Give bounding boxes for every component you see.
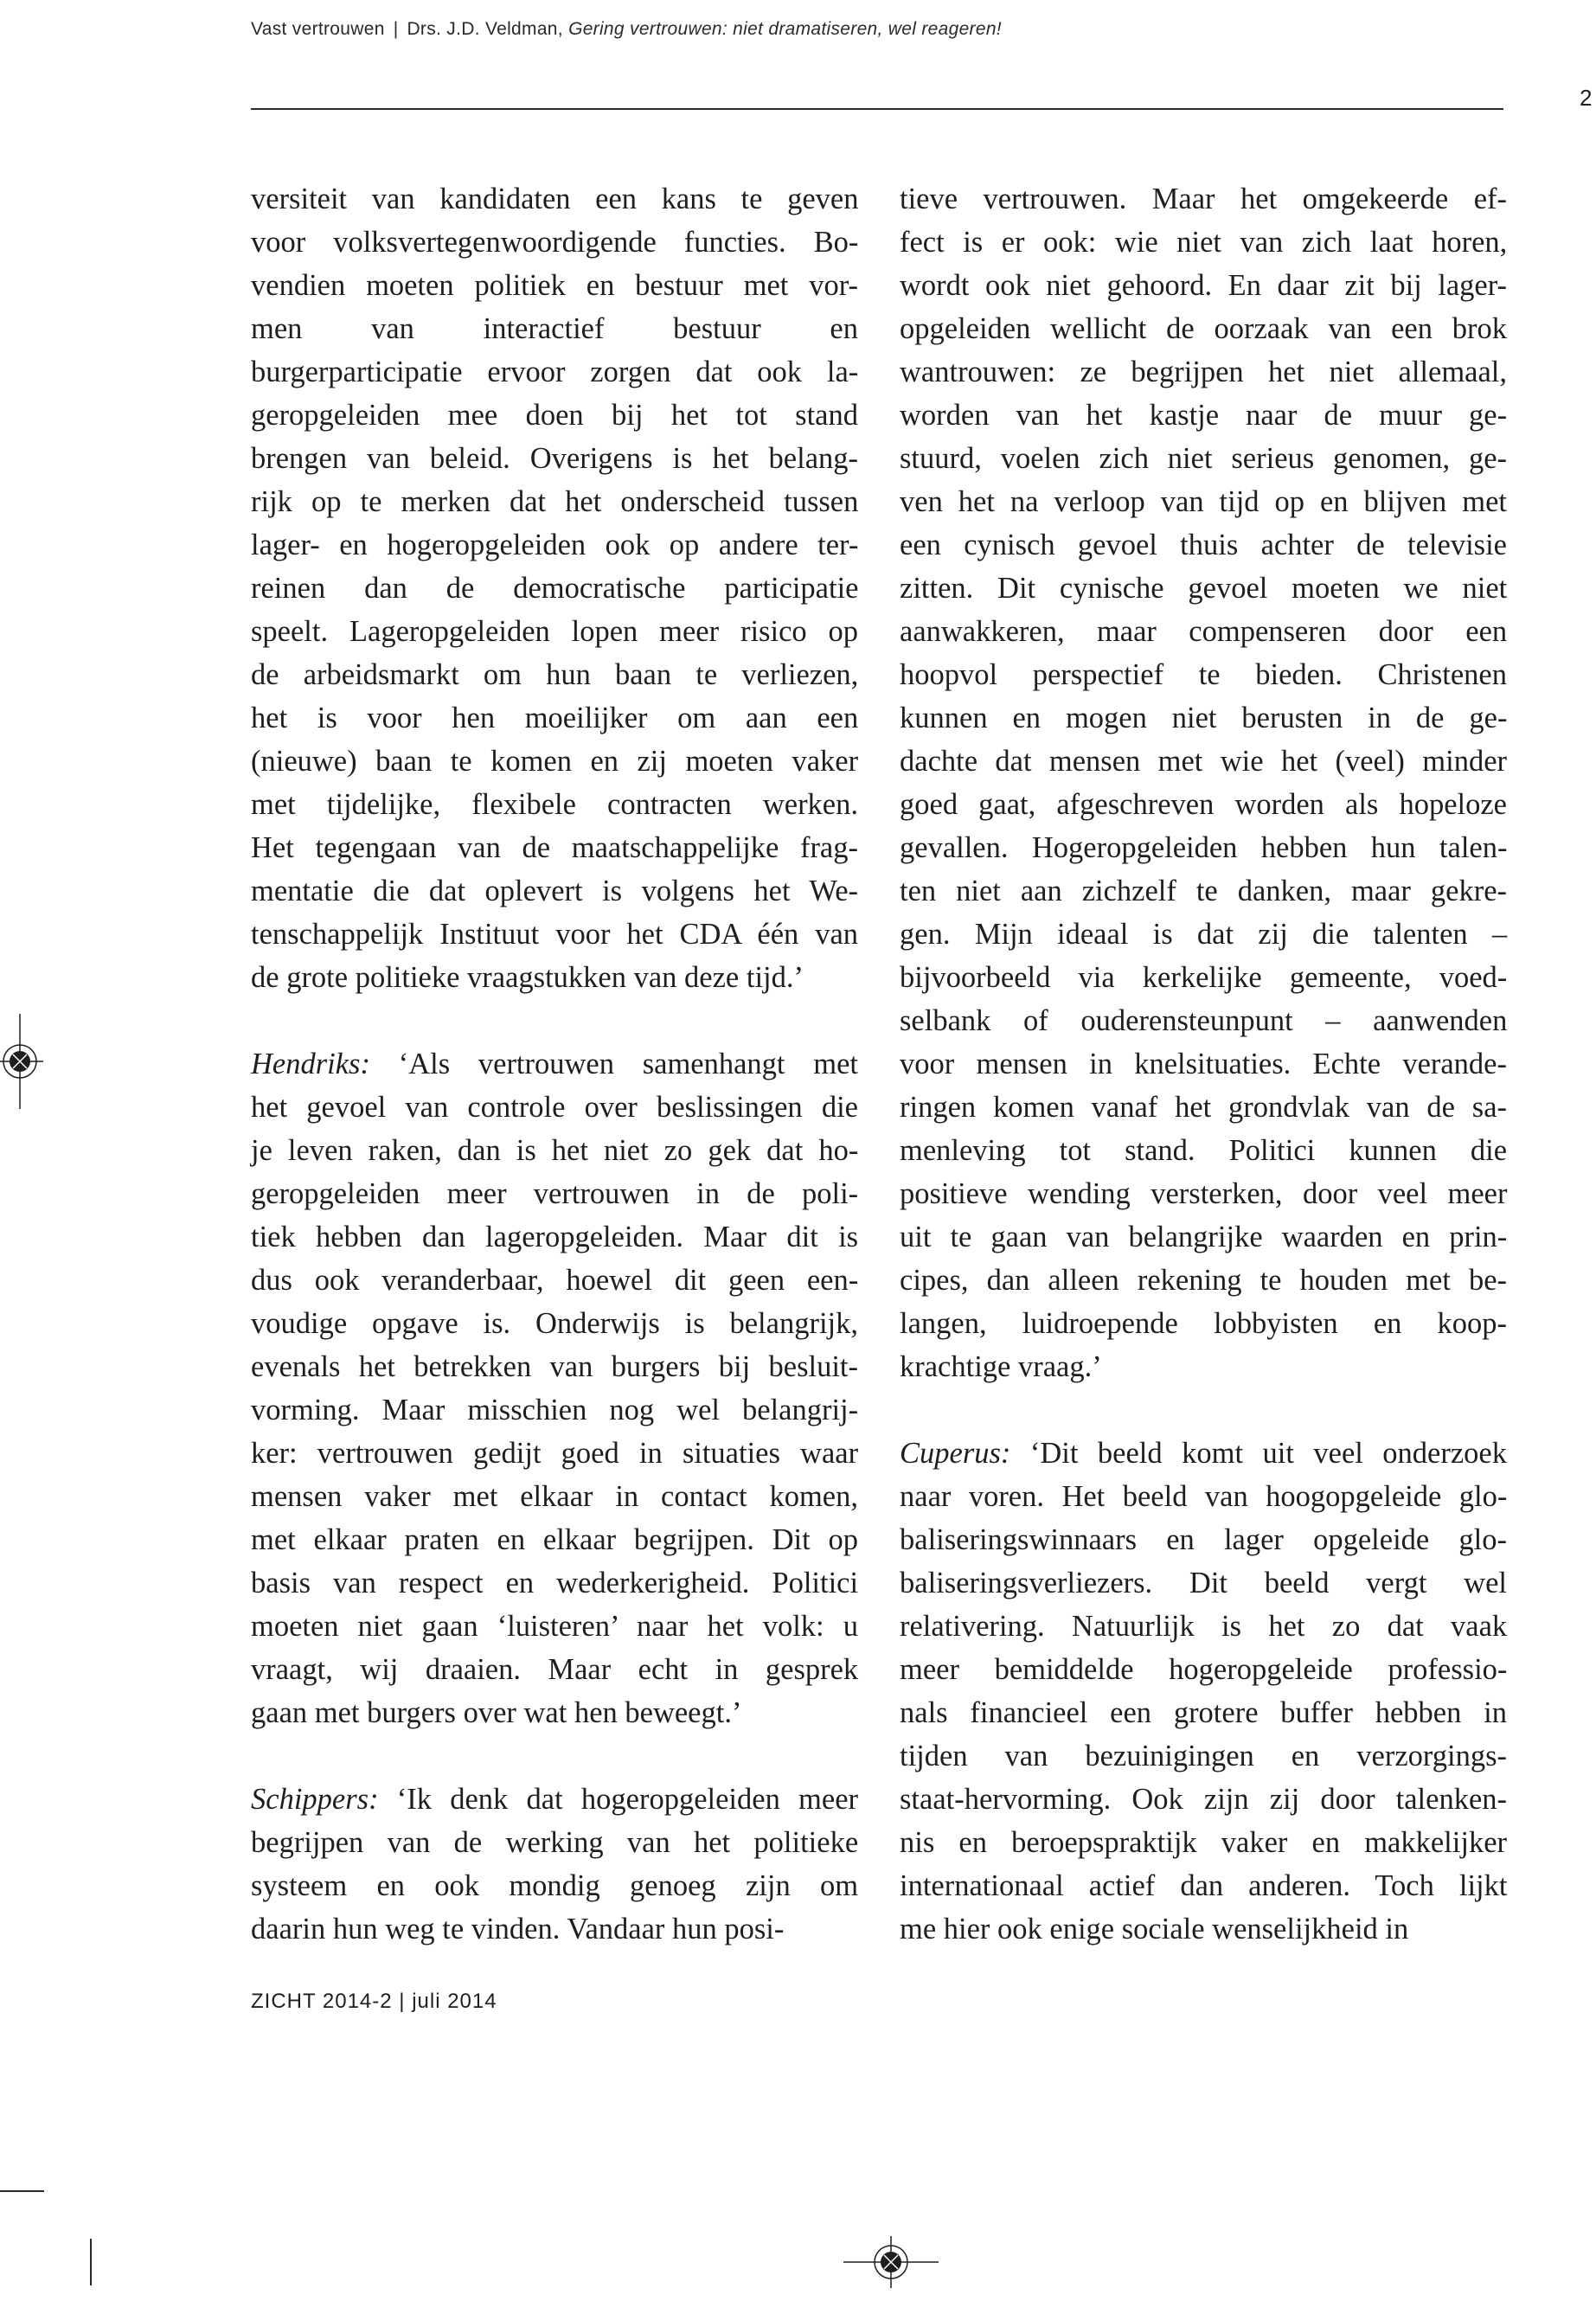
line-text: geropgeleiden mee doen bij het tot stand bbox=[251, 399, 858, 432]
line-text: uit te gaan van belangrijke waarden en prin- bbox=[900, 1221, 1508, 1253]
line-text: nals financieel een grotere buffer hebben in bbox=[900, 1696, 1507, 1729]
header-separator: | bbox=[393, 19, 399, 39]
text-line bbox=[900, 1734, 1507, 1778]
text-line bbox=[251, 567, 858, 610]
speaker-name: Hendriks: bbox=[251, 1048, 370, 1080]
text-line bbox=[900, 177, 1507, 221]
text-line bbox=[900, 394, 1507, 437]
text-line bbox=[900, 523, 1507, 567]
line-text: dus ook veranderbaar, hoewel dit geen een- bbox=[251, 1264, 859, 1297]
text-line bbox=[251, 1518, 858, 1561]
article-author: Drs. J.D. Veldman, bbox=[407, 19, 563, 39]
text-line bbox=[251, 221, 858, 264]
line-text: ‘Ik denk dat hogeropgeleiden meer bbox=[396, 1783, 858, 1816]
line-text: lager- en hogeropgeleiden ook op andere ter- bbox=[251, 529, 859, 561]
line-text: krachtige vraag.’ bbox=[900, 1350, 1102, 1383]
text-line bbox=[251, 523, 858, 567]
text-line bbox=[251, 480, 858, 523]
text-line bbox=[900, 1691, 1507, 1734]
text-line bbox=[900, 1907, 1507, 1951]
line-text: (nieuwe) baan te komen en zij moeten vaker bbox=[251, 745, 859, 778]
line-text: dachte dat mensen met wie het (veel) minder bbox=[900, 745, 1507, 778]
text-line bbox=[251, 653, 858, 696]
line-text: gen. Mijn ideaal is dat zij die talenten – bbox=[900, 918, 1508, 951]
article-title: Gering vertrouwen: niet dramatiseren, wel reageren! bbox=[568, 19, 1002, 39]
line-text: de grote politieke vraagstukken van deze tijd.’ bbox=[251, 961, 804, 994]
text-line bbox=[251, 1345, 858, 1388]
text-line bbox=[251, 350, 858, 394]
text-line bbox=[900, 1172, 1507, 1215]
text-line bbox=[900, 653, 1507, 696]
line-text: ven het na verloop van tijd op en blijven met bbox=[900, 485, 1507, 518]
text-line bbox=[251, 1561, 858, 1605]
text-line bbox=[900, 567, 1507, 610]
running-header bbox=[251, 19, 1002, 40]
text-line bbox=[251, 307, 858, 350]
text-line bbox=[900, 480, 1507, 523]
text-line bbox=[900, 999, 1507, 1042]
text-line bbox=[251, 610, 858, 653]
line-text: het is voor hen moeilijker om aan een bbox=[251, 702, 859, 734]
line-text: vraagt, wij draaien. Maar echt in gesprek bbox=[251, 1653, 859, 1686]
text-line bbox=[251, 1821, 858, 1864]
line-text: ‘Dit beeld komt uit veel onderzoek bbox=[1029, 1437, 1507, 1470]
paragraph-gap bbox=[900, 1388, 1507, 1432]
line-text: internationaal actief dan anderen. Toch lijkt bbox=[900, 1869, 1508, 1902]
text-line bbox=[900, 221, 1507, 264]
line-text: fect is er ook: wie niet van zich laat horen, bbox=[900, 226, 1508, 259]
line-text: je leven raken, dan is het niet zo gek dat ho- bbox=[251, 1134, 859, 1167]
text-line bbox=[900, 1864, 1507, 1907]
line-text: opgeleiden wellicht de oorzaak van een brok bbox=[900, 312, 1507, 345]
text-line bbox=[251, 1605, 858, 1648]
line-text: reinen dan de democratische participatie bbox=[251, 572, 859, 605]
line-text: moeten niet gaan ‘luisteren’ naar het volk: u bbox=[251, 1610, 858, 1643]
page-number: 2 bbox=[1580, 85, 1593, 111]
text-line bbox=[251, 826, 858, 869]
line-text: speelt. Lageropgeleiden lopen meer risico op bbox=[251, 615, 858, 648]
line-text: tijden van bezuinigingen en verzorgings- bbox=[900, 1740, 1507, 1772]
text-line bbox=[251, 1129, 858, 1172]
line-text: relativering. Natuurlijk is het zo dat vaak bbox=[900, 1610, 1508, 1643]
line-text: menleving tot stand. Politici kunnen die bbox=[900, 1134, 1508, 1167]
line-text: worden van het kastje naar de muur ge- bbox=[900, 399, 1508, 432]
line-text: ‘Als vertrouwen samenhangt met bbox=[398, 1048, 858, 1080]
line-text: wantrouwen: ze begrijpen het niet allemaal, bbox=[900, 356, 1507, 388]
line-text: nis en beroepspraktijk vaker en makkelijker bbox=[900, 1826, 1507, 1859]
text-line bbox=[251, 1388, 858, 1432]
text-line bbox=[900, 1648, 1507, 1691]
line-text: Het tegengaan van de maatschappelijke frag- bbox=[251, 831, 858, 864]
text-line bbox=[251, 869, 858, 913]
line-text: het gevoel van controle over beslissingen die bbox=[251, 1091, 858, 1124]
text-line bbox=[900, 264, 1507, 307]
text-line bbox=[251, 1691, 858, 1734]
text-line bbox=[251, 1302, 858, 1345]
line-text: begrijpen van de werking van het politieke bbox=[251, 1826, 859, 1859]
text-line bbox=[900, 1302, 1507, 1345]
line-text: positieve wending versterken, door veel meer bbox=[900, 1177, 1508, 1210]
line-text: de arbeidsmarkt om hun baan te verliezen, bbox=[251, 658, 859, 691]
header-rule bbox=[251, 108, 1503, 110]
text-line bbox=[900, 307, 1507, 350]
line-text: goed gaat, afgeschreven worden als hopeloze bbox=[900, 788, 1507, 821]
line-text: een cynisch gevoel thuis achter de televisie bbox=[900, 529, 1507, 561]
line-text: tieve vertrouwen. Maar het omgekeerde ef- bbox=[900, 183, 1507, 215]
line-text: vorming. Maar misschien nog wel belangrij- bbox=[251, 1394, 859, 1426]
paragraph-gap bbox=[251, 999, 858, 1042]
speaker-name: Cuperus: bbox=[900, 1437, 1011, 1470]
line-text: baliseringswinnaars en lager opgeleide glo- bbox=[900, 1523, 1507, 1556]
line-text: langen, luidroepende lobbyisten en koop- bbox=[900, 1307, 1507, 1340]
registration-mark-icon bbox=[0, 1014, 43, 1109]
line-text: burgerparticipatie ervoor zorgen dat ook la- bbox=[251, 356, 859, 388]
line-text: cipes, dan alleen rekening te houden met be- bbox=[900, 1264, 1508, 1297]
left-column bbox=[251, 177, 858, 1951]
text-line bbox=[251, 1259, 858, 1302]
line-text: wordt ook niet gehoord. En daar zit bij lager- bbox=[900, 269, 1507, 302]
line-text: brengen van beleid. Overigens is het belang- bbox=[251, 442, 858, 475]
line-text: bijvoorbeeld via kerkelijke gemeente, voed- bbox=[900, 961, 1508, 994]
text-line bbox=[251, 956, 858, 999]
text-line bbox=[900, 1345, 1507, 1388]
line-text: me hier ook enige sociale wenselijkheid in bbox=[900, 1913, 1409, 1945]
text-line bbox=[251, 1215, 858, 1259]
text-line bbox=[251, 1475, 858, 1518]
text-line bbox=[900, 1821, 1507, 1864]
line-text: naar voren. Het beeld van hoogopgeleide glo- bbox=[900, 1480, 1508, 1513]
line-text: ringen komen vanaf het grondvlak van de sa- bbox=[900, 1091, 1507, 1124]
text-line bbox=[900, 783, 1507, 826]
text-line bbox=[900, 1129, 1507, 1172]
line-text: systeem en ook mondig genoeg zijn om bbox=[251, 1869, 859, 1902]
line-text: rijk op te merken dat het onderscheid tussen bbox=[251, 485, 859, 518]
text-line bbox=[900, 1042, 1507, 1086]
line-text: gaan met burgers over wat hen beweegt.’ bbox=[251, 1696, 742, 1729]
line-text: gevallen. Hogeropgeleiden hebben hun talen- bbox=[900, 831, 1508, 864]
line-text: zitten. Dit cynische gevoel moeten we niet bbox=[900, 572, 1508, 605]
text-line bbox=[251, 1042, 858, 1086]
line-text: stuurd, voelen zich niet serieus genomen, ge- bbox=[900, 442, 1507, 475]
text-line bbox=[900, 696, 1507, 740]
text-line bbox=[900, 1086, 1507, 1129]
speaker-name: Schippers: bbox=[251, 1783, 379, 1816]
line-text: mensen vaker met elkaar in contact komen, bbox=[251, 1480, 858, 1513]
text-line bbox=[900, 1778, 1507, 1821]
line-text: mentatie die dat oplevert is volgens het We- bbox=[251, 875, 858, 907]
line-text: tiek hebben dan lageropgeleiden. Maar dit is bbox=[251, 1221, 859, 1253]
line-text: voor volksvertegenwoordigende functies. Bo- bbox=[251, 226, 859, 259]
line-text: voudige opgave is. Onderwijs is belangrijk, bbox=[251, 1307, 858, 1340]
crop-mark-vertical bbox=[90, 2239, 92, 2285]
text-line bbox=[251, 1778, 858, 1821]
text-line bbox=[251, 177, 858, 221]
text-line bbox=[251, 913, 858, 956]
text-line bbox=[900, 610, 1507, 653]
series-title: Vast vertrouwen bbox=[251, 19, 385, 39]
text-line bbox=[251, 1907, 858, 1951]
crop-mark-horizontal bbox=[0, 2190, 44, 2192]
text-line bbox=[251, 1172, 858, 1215]
text-line bbox=[251, 264, 858, 307]
text-line bbox=[900, 1561, 1507, 1605]
text-line bbox=[900, 1605, 1507, 1648]
line-text: basis van respect en wederkerigheid. Politici bbox=[251, 1567, 859, 1599]
text-line bbox=[251, 696, 858, 740]
text-line bbox=[251, 1086, 858, 1129]
text-line bbox=[900, 1259, 1507, 1302]
line-text: voor mensen in knelsituaties. Echte verande- bbox=[900, 1048, 1507, 1080]
line-text: daarin hun weg te vinden. Vandaar hun posi- bbox=[251, 1913, 785, 1945]
text-line bbox=[251, 740, 858, 783]
registration-mark-icon bbox=[843, 2236, 939, 2288]
line-text: baliseringsverliezers. Dit beeld vergt wel bbox=[900, 1567, 1507, 1599]
text-line bbox=[900, 740, 1507, 783]
text-line bbox=[251, 1648, 858, 1691]
text-line bbox=[251, 1432, 858, 1475]
line-text: tenschappelijk Instituut voor het CDA één van bbox=[251, 918, 859, 951]
line-text: hoopvol perspectief te bieden. Christenen bbox=[900, 658, 1507, 691]
text-line bbox=[251, 1864, 858, 1907]
text-line bbox=[900, 913, 1507, 956]
line-text: kunnen en mogen niet berusten in de ge- bbox=[900, 702, 1508, 734]
line-text: met tijdelijke, flexibele contracten werken. bbox=[251, 788, 858, 821]
text-line bbox=[900, 869, 1507, 913]
text-line bbox=[900, 1432, 1507, 1475]
text-line bbox=[900, 1215, 1507, 1259]
line-text: meer bemiddelde hogeropgeleide professio- bbox=[900, 1653, 1508, 1686]
text-line bbox=[251, 437, 858, 480]
text-line bbox=[900, 826, 1507, 869]
line-text: vendien moeten politiek en bestuur met vor- bbox=[251, 269, 858, 302]
text-line bbox=[900, 956, 1507, 999]
line-text: met elkaar praten en elkaar begrijpen. Dit op bbox=[251, 1523, 858, 1556]
line-text: staat-hervorming. Ook zijn zij door talenken- bbox=[900, 1783, 1507, 1816]
line-text: aanwakkeren, maar compenseren door een bbox=[900, 615, 1508, 648]
text-line bbox=[900, 437, 1507, 480]
paragraph-gap bbox=[251, 1734, 858, 1778]
line-text: evenals het betrekken van burgers bij besluit- bbox=[251, 1350, 858, 1383]
text-line bbox=[251, 783, 858, 826]
line-text: geropgeleiden meer vertrouwen in de poli- bbox=[251, 1177, 859, 1210]
line-text: versiteit van kandidaten een kans te geven bbox=[251, 183, 859, 215]
text-line bbox=[900, 350, 1507, 394]
journal-footer: ZICHT 2014-2 | juli 2014 bbox=[251, 1990, 497, 2013]
text-line bbox=[900, 1475, 1507, 1518]
text-line bbox=[251, 394, 858, 437]
line-text: ten niet aan zichzelf te danken, maar gekre- bbox=[900, 875, 1507, 907]
line-text: selbank of ouderensteunpunt – aanwenden bbox=[900, 1004, 1508, 1037]
right-column bbox=[900, 177, 1507, 1951]
line-text: men van interactief bestuur en bbox=[251, 312, 858, 345]
text-line bbox=[900, 1518, 1507, 1561]
line-text: ker: vertrouwen gedijt goed in situaties waar bbox=[251, 1437, 859, 1470]
